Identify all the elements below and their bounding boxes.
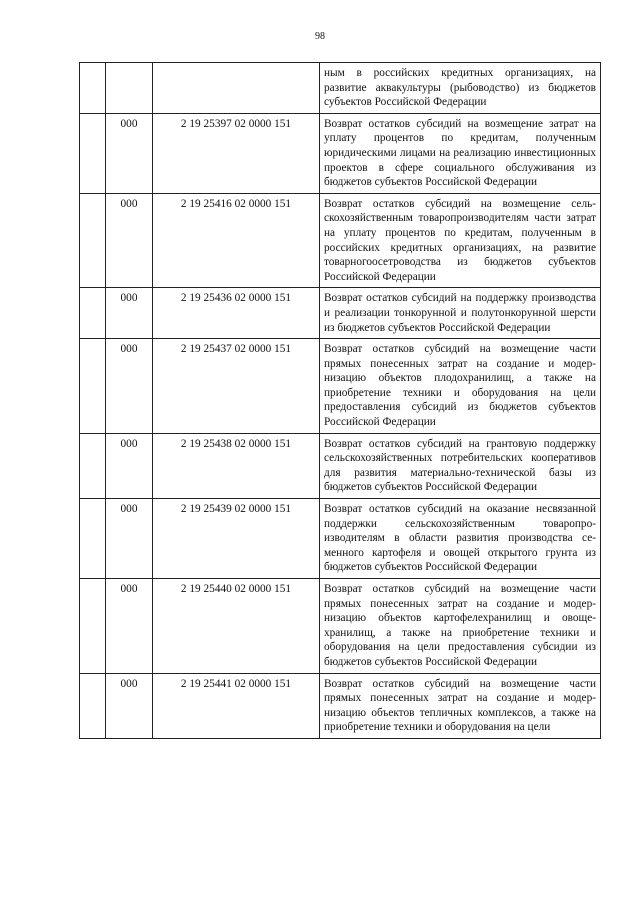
table-row [80, 193, 601, 288]
description-cell: Возврат остатков субсидий на грантовую поддержку сельскохозяйственных потребительских кооперативов для развития материально-технической базы из бюджетов субъектов Российской Федерации [320, 433, 601, 498]
budget-code-cell: 2 19 25438 02 0000 151 [153, 433, 320, 498]
description-cell: Возврат остатков субсидий на возмещение сельскохозяйственным товаропроизводителям части затрат на уплату процентов по кредитам, полученным в российских кредитных организациях, на развитие товарногоосетроводства из бюджетов субъектов Российской Федерации [320, 193, 601, 288]
blank-column-cell [80, 499, 106, 579]
admin-code-cell: 000 [106, 339, 153, 434]
table-row [80, 673, 601, 738]
blank-column-cell [80, 193, 106, 288]
table-row [80, 63, 601, 114]
budget-code-cell: 2 19 25416 02 0000 151 [153, 193, 320, 288]
admin-code-cell [106, 63, 153, 114]
blank-column-cell [80, 433, 106, 498]
budget-code-cell: 2 19 25437 02 0000 151 [153, 339, 320, 434]
budget-classification-table [79, 62, 601, 739]
table-row [80, 499, 601, 579]
description-cell: Возврат остатков субсидий на оказание несвязанной поддержки сельскохозяйственным товаропроизводителям в области развития производства семенного картофеля и овощей открытого грунта из бюджетов субъектов Российской Федерации [320, 499, 601, 579]
table-row [80, 113, 601, 193]
budget-code-cell: 2 19 25439 02 0000 151 [153, 499, 320, 579]
admin-code-cell: 000 [106, 579, 153, 674]
description-cell: Возврат остатков субсидий на возмещение части прямых понесенных затрат на создание и модернизацию объектов картофелехранилищ и овощехранилищ, а также на приобретение техники и оборудования на цели предоставления субсидии из бюджетов субъектов Российской Федерации [320, 579, 601, 674]
blank-column-cell [80, 288, 106, 339]
blank-column-cell [80, 63, 106, 114]
admin-code-cell: 000 [106, 673, 153, 738]
budget-code-cell: 2 19 25440 02 0000 151 [153, 579, 320, 674]
admin-code-cell: 000 [106, 288, 153, 339]
blank-column-cell [80, 673, 106, 738]
table-body [80, 63, 601, 739]
budget-code-cell: 2 19 25397 02 0000 151 [153, 113, 320, 193]
admin-code-cell: 000 [106, 113, 153, 193]
description-cell: Возврат остатков субсидий на возмещение части прямых понесенных затрат на создание и модернизацию объектов тепличных комплексов, а также на приобретение техники и оборудования на цели [320, 673, 601, 738]
description-cell: ным в российских кредитных организациях, на развитие аквакультуры (рыбоводство) из бюджетов субъектов Российской Федерации [320, 63, 601, 114]
admin-code-cell: 000 [106, 499, 153, 579]
table-row [80, 579, 601, 674]
admin-code-cell: 000 [106, 433, 153, 498]
table-row [80, 339, 601, 434]
blank-column-cell [80, 579, 106, 674]
description-cell: Возврат остатков субсидий на поддержку производства и реализации тонкорунной и полутонкорунной шерсти из бюджетов субъектов Российской Федерации [320, 288, 601, 339]
table-row [80, 288, 601, 339]
table-row [80, 433, 601, 498]
description-cell: Возврат остатков субсидий на возмещение части прямых понесенных затрат на создание и модернизацию объектов плодохранилищ, а также на приобретение техники и оборудования на цели предоставления субсидий из бюджетов субъектов Российской Федерации [320, 339, 601, 434]
budget-code-cell: 2 19 25436 02 0000 151 [153, 288, 320, 339]
blank-column-cell [80, 339, 106, 434]
blank-column-cell [80, 113, 106, 193]
budget-code-cell: 2 19 25441 02 0000 151 [153, 673, 320, 738]
description-cell: Возврат остатков субсидий на возмещение затрат на уплату процентов по кредитам, полученным юридическими лицами на реализацию инвестиционных проектов в сфере социального обслуживания из бюджетов субъектов Российской Федерации [320, 113, 601, 193]
budget-code-cell [153, 63, 320, 114]
page-number: 98 [315, 31, 325, 42]
admin-code-cell: 000 [106, 193, 153, 288]
